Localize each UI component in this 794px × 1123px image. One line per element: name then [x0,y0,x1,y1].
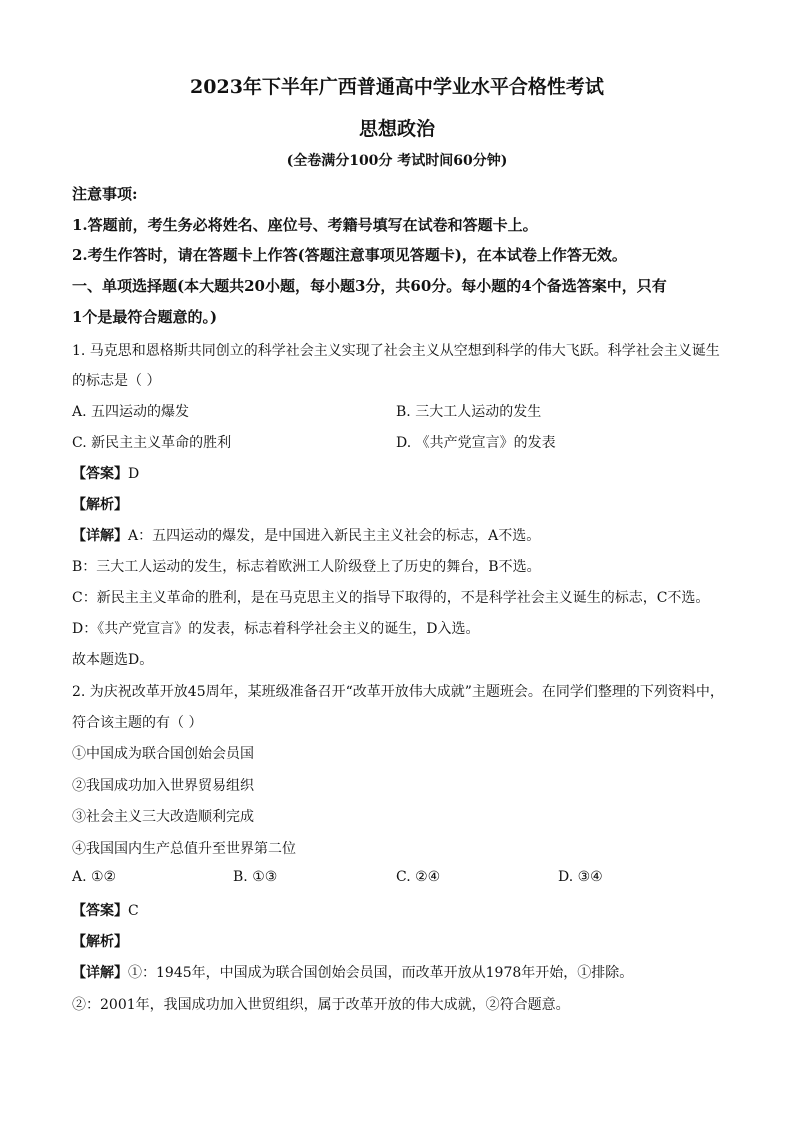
exam-title: 2023年下半年广西普通高中学业水平合格性考试 [190,76,604,98]
q1-answer-value: D [128,466,140,482]
q2-answer-tag: 【答案】 [72,903,128,919]
q2-detail-1-line [72,962,633,982]
q2-answer [72,900,139,920]
q1-analysis-label: 【解析】 [72,497,128,513]
q1-detail-a: A：五四运动的爆发，是中国进入新民主主义社会的标志，A不选。 [128,528,541,544]
q2-answer-value: C [128,903,139,919]
q2-detail-tag: 【详解】 [72,965,128,981]
q1-stem-cont: 的标志是（ ） [72,373,161,389]
q2-detail-2: ②：2001年，我国成功加入世贸组织，属于改革开放的伟大成就，②符合题意。 [72,997,570,1013]
q1-answer-tag: 【答案】 [72,466,128,482]
q1-conclusion: 故本题选D。 [72,652,154,668]
q2-item-3: ③社会主义三大改造顺利完成 [72,809,254,825]
subject-title: 思想政治 [358,118,435,140]
q1-detail-tag: 【详解】 [72,528,128,544]
q1-stem: 1. 马克思和恩格斯共同创立的科学社会主义实现了社会主义从空想到科学的伟大飞跃。科学社会主义诞生 [72,343,720,359]
q2-item-2: ②我国成功加入世界贸易组织 [72,778,254,794]
q2-detail-1: ①：1945年，中国成为联合国创始会员国，而改革开放从1978年开始，①排除。 [128,965,634,981]
q2-analysis-tag [72,931,128,951]
q2-item-4: ④我国国内生产总值升至世界第二位 [72,841,296,857]
section-1-heading-cont: 1个是最符合题意的。) [72,308,218,326]
q2-stem-cont: 符合该主题的有（ ） [72,715,203,731]
q2-option-b: B. ①③ [233,869,278,885]
q2-option-a: A. ①② [72,869,117,885]
q1-detail-c: C：新民主主义革命的胜利，是在马克思主义的指导下取得的，不是科学社会主义诞生的标志，C不选。 [72,590,710,606]
q2-option-c: C. ②④ [396,869,441,885]
notes-item-2: 2.考生作答时，请在答题卡上作答(答题注意事项见答题卡)，在本试卷上作答无效。 [72,246,627,264]
q2-option-d: D. ③④ [558,869,603,885]
exam-info: (全卷满分100分 考试时间60分钟) [286,153,508,169]
q1-option-c: C. 新民主主义革命的胜利 [72,435,232,451]
section-1-heading: 一、单项选择题(本大题共20小题，每小题3分，共60分。每小题的4个备选答案中，只有 [72,277,667,295]
q1-option-a: A. 五四运动的爆发 [72,404,190,420]
q1-option-b: B. 三大工人运动的发生 [396,404,542,420]
q2-stem: 2. 为庆祝改革开放45周年，某班级准备召开“改革开放伟大成就”主题班会。在同学们整理的下列资料中， [72,684,724,700]
q1-option-d: D. 《共产党宣言》的发表 [396,435,556,451]
notes-item-1: 1.答题前，考生务必将姓名、座位号、考籍号填写在试卷和答题卡上。 [72,216,538,234]
notes-heading: 注意事项: [72,185,138,203]
q2-item-1: ①中国成为联合国创始会员国 [72,746,254,762]
q1-answer [72,463,139,483]
q1-detail-b: B：三大工人运动的发生，标志着欧洲工人阶级登上了历史的舞台，B不选。 [72,559,541,575]
q1-detail-a-line [72,525,540,545]
q1-detail-d: D：《共产党宣言》的发表，标志着科学社会主义的诞生，D入选。 [72,621,480,637]
q1-analysis-tag [72,494,128,514]
q2-analysis-label: 【解析】 [72,934,128,950]
